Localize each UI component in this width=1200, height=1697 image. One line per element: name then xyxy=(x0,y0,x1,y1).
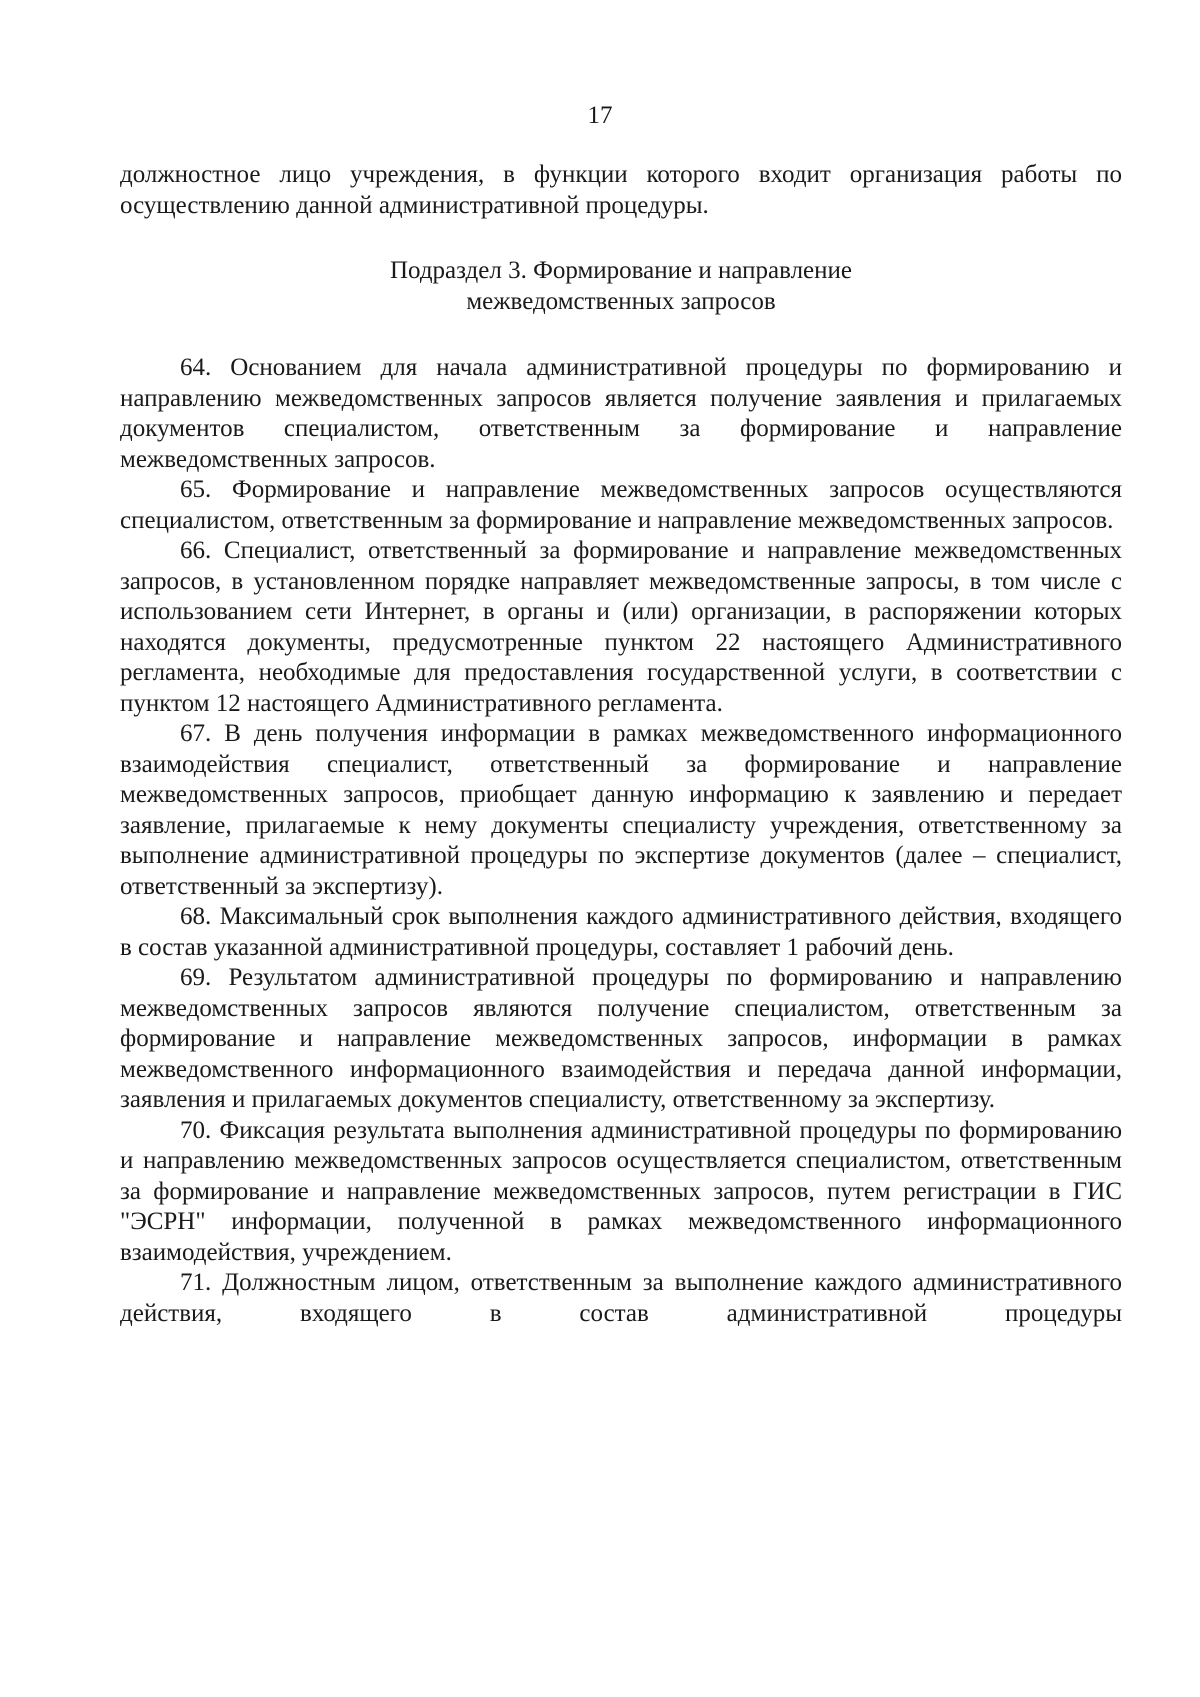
paragraph-67: 67. В день получения информации в рамках межведомственного информационного взаимодействия специалист, ответственный за формирование и направление межведомственных запросов, приобщает данную информацию к заявлению и передает заявление, прилагаемые к нему документы специалисту учреждения, ответственному за выполнение административной процедуры по экспертизе документов (далее – специалист, ответственный за экспертизу). xyxy=(120,720,1122,900)
paragraph-71: 71. Должностным лицом, ответственным за выполнение каждого административного действия, входящего в состав административной процедуры xyxy=(120,1269,1122,1327)
paragraph-68: 68. Максимальный срок выполнения каждого административного действия, входящего в состав указанной административной процедуры, составляет 1 рабочий день. xyxy=(120,903,1122,961)
paragraph-66: 66. Специалист, ответственный за формирование и направление межведомственных запросов, в установленном порядке направляет межведомственные запросы, в том числе с использованием сети Интернет, в органы и (или) организации, в распоряжении которых находятся документы, предусмотренные пунктом 22 настоящего Административного регламента, необходимые для предоставления государственной услуги, в соответствии с пунктом 12 настоящего Административного регламента. xyxy=(120,537,1122,717)
document-body xyxy=(120,160,1122,1329)
paragraph-64: 64. Основанием для начала административной процедуры по формированию и направлению межведомственных запросов является получение заявления и прилагаемых документов специалистом, ответственным за формирование и направление межведомственных запросов. xyxy=(120,354,1122,473)
paragraph-70: 70. Фиксация результата выполнения административной процедуры по формированию и направлению межведомственных запросов осуществляется специалистом, ответственным за формирование и направление межведомственных запросов, путем регистрации в ГИС "ЭСРН" информации, полученной в рамках межведомственного информационного взаимодействия, учреждением. xyxy=(120,1116,1122,1266)
paragraph-65: 65. Формирование и направление межведомственных запросов осуществляются специалистом, ответственным за формирование и направление межведомственных запросов. xyxy=(120,476,1122,534)
page-number: 17 xyxy=(587,102,613,129)
section-heading xyxy=(120,255,1122,317)
section-heading-line-2: межведомственных запросов xyxy=(466,288,776,315)
intro-paragraph: должностное лицо учреждения, в функции которого входит организация работы по осуществлению данной административной процедуры. xyxy=(120,161,1122,219)
paragraph-69: 69. Результатом административной процедуры по формированию и направлению межведомственных запросов являются получение специалистом, ответственным за формирование и направление межведомственных запросов, информации в рамках межведомственного информационного взаимодействия и передача данной информации, заявления и прилагаемых документов специалисту, ответственному за экспертизу. xyxy=(120,964,1122,1113)
section-heading-line-1: Подраздел 3. Формирование и направление xyxy=(389,257,852,284)
